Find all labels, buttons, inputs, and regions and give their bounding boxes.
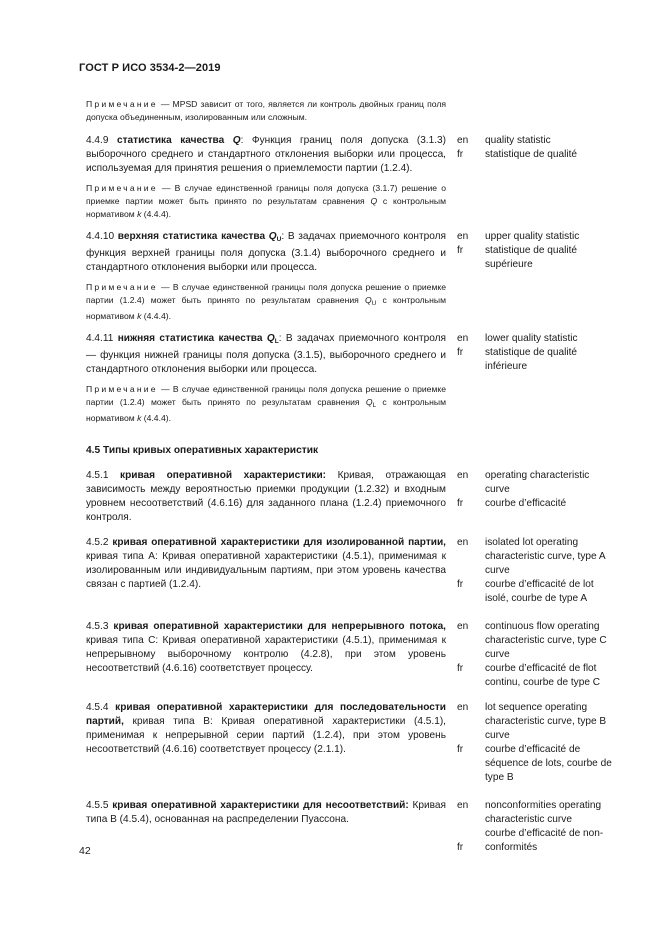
translation-en: continuous flow operating characteristic curve, type C curve [485,621,607,660]
note-symbol: Q [364,295,372,305]
term-name: кривая оперативной характеристики для изолированной партии, [112,537,446,548]
note-symbol: Q [370,196,378,206]
translation-fr: statistique de qualité supérieure [485,245,578,270]
note-text: — В случае единственной границы поля допуска (3.1.7) решение о приемке партии может быть принято по результатам сравнения [86,183,446,206]
lang-en: en [457,333,469,344]
entry-text [86,469,446,525]
lang-en: en [457,621,469,632]
term-definition: кривая типа А: Кривая оперативной характеристики (4.5.1), применимая к изолированным или индивидуальным партиям, при этом уровень качества связан с партией (1.2.4). [86,551,446,590]
term-definition: : В задачах приемочного контроля функция верхней границы поля допуска (3.1.4) выборочного среднего и стандартного отклонения выборки или процесса. [86,231,446,273]
translations [485,332,615,377]
term-name: кривая оперативной характеристики для непрерывного потока, [113,621,446,632]
term-definition: : В задачах приемочного контроля — функция нижней границы поля допуска (3.1.5), выборочного среднего и стандартного отклонения выборки или процесса. [86,333,446,375]
lang-fr: fr [457,498,464,509]
lang-codes [457,620,485,690]
note-label: Примечание [86,282,158,292]
note-4-4-10 [86,281,446,323]
note-label: Примечание [86,183,158,193]
note-symbol: k [137,209,142,219]
term-name: кривая оперативной характеристики для несоответствий: [112,800,409,811]
lang-fr: fr [457,663,464,674]
translation-en: lot sequence operating characteristic curve, type B curve [485,702,607,741]
note-text: с контрольным нормативом [86,196,446,219]
lang-en: en [457,135,469,146]
term-name: верхняя статистика качества [117,231,269,242]
lang-fr: fr [457,347,464,358]
term-number: 4.4.10 [86,231,118,242]
entry-text [86,536,446,606]
translation-fr: statistique de qualité [485,149,578,160]
lang-fr: fr [457,744,464,755]
lang-en: en [457,231,469,242]
note-text: — MPSD зависит от того, является ли контроль двойных границ поля допуска объединенным, изолированным или сложным. [86,99,446,122]
note-symbol: k [137,413,142,423]
translation-fr: courbe d’efficacité de lot isolé, courbe de type A [485,579,594,604]
term-name: нижняя статистика качества [117,333,267,344]
translation-en: nonconformities operating characteristic curve [485,800,602,825]
term-definition: Кривая типа В (4.5.4), основанная на распределении Пуассона. [86,800,446,825]
entry-4-4-10 [86,230,616,275]
page-content [86,98,616,855]
entry-4-4-11 [86,332,616,377]
entry-text [86,620,446,690]
lang-en: en [457,470,469,481]
term-symbol: Q [268,231,277,242]
translations [485,134,615,176]
note-text: (4.4.4). [141,311,172,321]
translation-fr: courbe d’efficacité [485,498,567,509]
term-definition: кривая типа С: Кривая оперативной характеристики (4.5.1), применимая к непрерывному выборочному контролю (4.2.8), при этом уровень несоответствий (4.6.16) соответствует процессу. [86,635,446,674]
lang-codes [457,701,485,785]
note-label: Примечание [86,99,158,109]
note-mpsd [86,98,446,124]
note-text: с контрольным нормативом [86,295,446,321]
lang-codes [457,230,485,275]
term-number: 4.5.4 [86,702,116,713]
term-number: 4.5.2 [86,537,113,548]
term-definition: кривая типа В: Кривая оперативной характеристики (4.5.1), применимая к непрерывной серии партий (1.2.4), при этом уровень несоответствий (4.6.16) соответствует процессу (2.1.1). [86,716,446,755]
page-number: 42 [79,845,91,857]
entry-4-5-2 [86,536,616,606]
term-subscript: U [276,236,282,243]
lang-codes [457,332,485,377]
entry-text [86,230,446,275]
term-name: кривая оперативной характеристики для последовательности партий, [86,702,446,727]
note-4-4-9 [86,182,446,221]
lang-codes [457,469,485,525]
term-definition: Кривая, отражающая зависимость между вероятностью приемки продукции (1.2.32) и входным уровнем несоответствий (4.6.16) для заданного плана (1.2.4) приемочного контроля. [86,470,447,523]
translation-fr: courbe d’efficacité de séquence de lots, courbe de type B [485,744,612,783]
translation-en: quality statistic [485,135,551,146]
lang-codes [457,799,485,855]
entry-4-5-3 [86,620,616,690]
note-subscript: U [371,300,377,307]
lang-codes [457,536,485,606]
term-name: статистика качества [116,135,233,146]
translations [485,536,615,606]
lang-fr: fr [457,149,464,160]
section-title: 4.5 Типы кривых оперативных характеристик [86,445,319,456]
translation-en: operating characteristic curve [485,470,590,495]
note-text: — В случае единственной границы поля допуска решение о приемке партии (1.2.4) может быть принято по результатам сравнения [86,282,446,305]
term-name: кривая оперативной характеристики: [120,470,327,481]
entry-text [86,799,446,855]
translation-en: isolated lot operating characteristic curve, type A curve [485,537,606,576]
term-definition: : Функция границ поля допуска (3.1.3) выборочного среднего и стандартного отклонения выборки или процесса, используемая для принятия решения о приемлемости партии (1.2.4). [86,135,447,174]
translations [485,799,615,855]
term-number: 4.5.3 [86,621,114,632]
entry-text [86,332,446,377]
note-4-4-11 [86,383,446,425]
translations [485,469,615,525]
entry-text [86,701,446,785]
translation-en: lower quality statistic [485,333,578,344]
note-text: (4.4.4). [141,209,172,219]
entry-4-5-1 [86,469,616,525]
entry-text [86,134,446,176]
term-symbol: Q [266,333,275,344]
translation-fr: courbe d’efficacité de flot continu, courbe de type C [485,663,601,688]
translation-fr: courbe d’efficacité de non-conformités [485,828,604,853]
term-subscript: L [274,338,279,345]
term-symbol: Q [232,135,241,146]
entry-4-4-9 [86,134,616,176]
lang-en: en [457,800,469,811]
lang-fr: fr [457,842,464,853]
note-label: Примечание [86,384,158,394]
term-number: 4.4.11 [86,333,118,344]
note-text: — В случае единственной границы поля допуска решение о приемке партии (1.2.4) может быть принято по результатам сравнения [86,384,446,407]
lang-en: en [457,537,469,548]
lang-codes [457,134,485,176]
lang-fr: fr [457,579,464,590]
translation-fr: statistique de qualité inférieure [485,347,578,372]
note-symbol: Q [365,397,373,407]
note-symbol: k [137,311,142,321]
lang-en: en [457,702,469,713]
lang-fr: fr [457,245,464,256]
translation-en: upper quality statistic [485,231,580,242]
note-text: (4.4.4). [141,413,172,423]
translations [485,620,615,690]
note-subscript: L [372,402,377,409]
document-header: ГОСТ Р ИСО 3534-2—2019 [79,62,221,74]
note-text: с контрольным нормативом [86,397,446,423]
term-number: 4.4.9 [86,135,117,146]
entry-4-5-5 [86,799,616,855]
term-number: 4.5.5 [86,800,113,811]
translations [485,230,615,275]
term-number: 4.5.1 [86,470,121,481]
entry-4-5-4 [86,701,616,785]
translations [485,701,615,785]
